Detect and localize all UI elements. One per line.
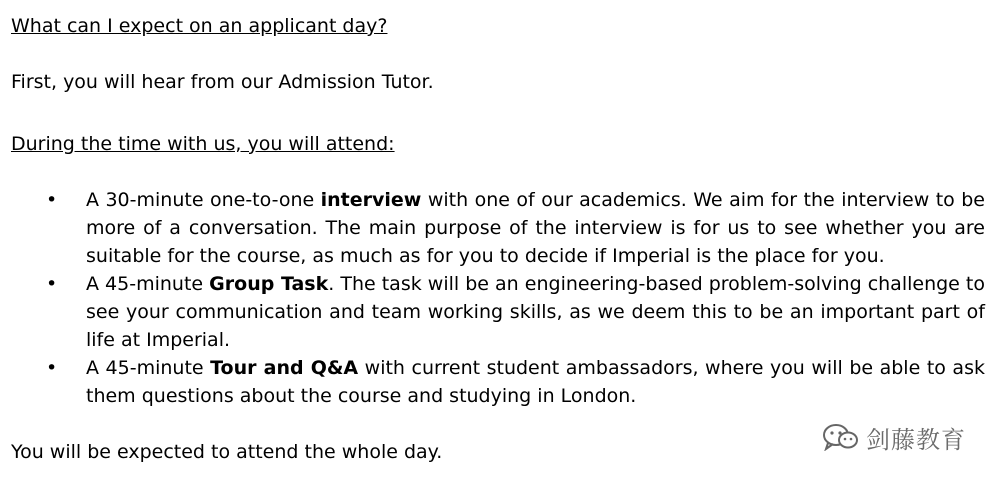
paragraph-admission-tutor: First, you will hear from our Admission Tutor. xyxy=(11,71,434,93)
watermark xyxy=(822,422,966,452)
watermark-text: 剑藤教育 xyxy=(866,425,966,454)
bullet-icon: • xyxy=(46,273,58,295)
wechat-icon xyxy=(822,423,860,451)
document-body xyxy=(11,12,985,466)
paragraph-whole-day: You will be expected to attend the whole day. xyxy=(11,441,443,463)
list-item-tour: • A 45-minute Tour and Q&A with current student ambassadors, where you will be able to ask them questions about the course and studying in London. xyxy=(11,354,985,410)
list-item-group-task: • A 45-minute Group Task. The task will be an engineering-based problem-solving challenge to see your communication and team working skills, as we deem this to be an important part of life at Imperial. xyxy=(11,270,985,354)
bold-group-task: Group Task xyxy=(209,273,329,295)
list-item-interview: • A 30-minute one-to-one interview with one of our academics. We aim for the interview to be more of a conversation. The main purpose of the interview is for us to see whether you are suitable for the course, as much as for you to decide if Imperial is the place for you. xyxy=(11,186,985,270)
bold-interview: interview xyxy=(320,189,422,211)
heading-attend: During the time with us, you will attend: xyxy=(11,133,395,155)
heading-applicant-day: What can I expect on an applicant day? xyxy=(11,15,388,37)
bold-tour-qa: Tour and Q&A xyxy=(210,357,359,379)
activity-list xyxy=(11,186,985,410)
bullet-icon: • xyxy=(46,189,58,211)
bullet-icon: • xyxy=(46,357,58,379)
